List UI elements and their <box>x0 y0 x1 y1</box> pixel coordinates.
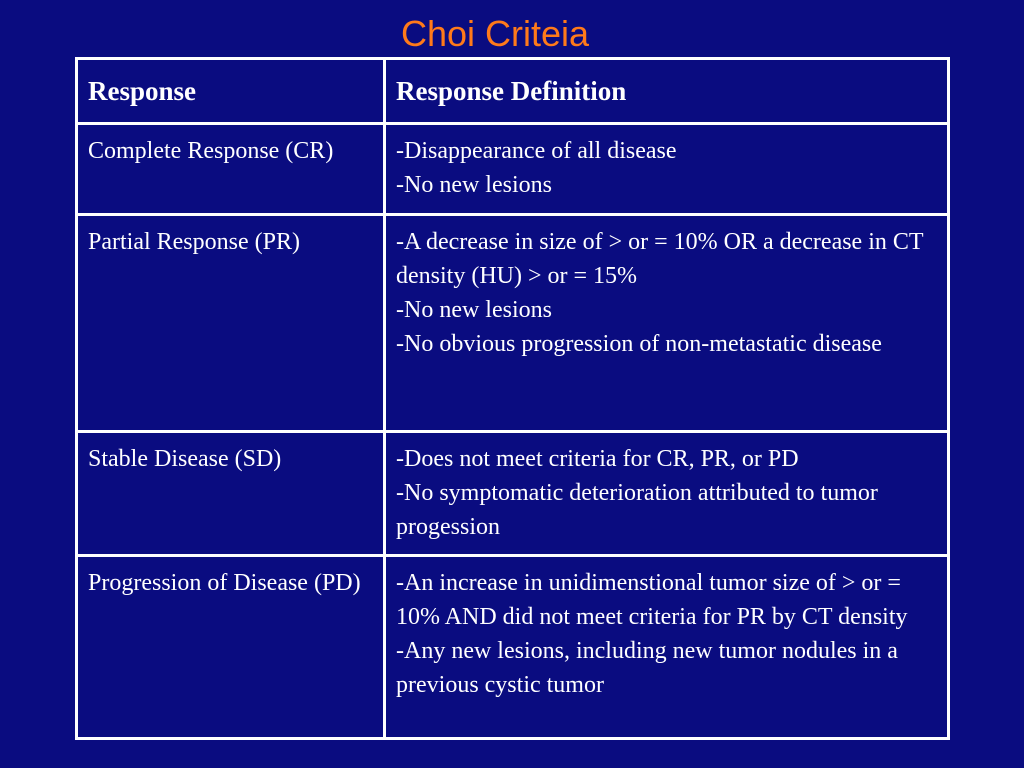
definition-line: -No symptomatic deterioration attributed to tumor progession <box>396 480 878 540</box>
table-row <box>77 432 949 556</box>
response-cell: Partial Response (PR) <box>77 215 385 432</box>
definition-cell <box>385 215 949 432</box>
table-row <box>77 124 949 215</box>
definition-cell <box>385 124 949 215</box>
definition-line: -An increase in unidimenstional tumor size of > or = 10% AND did not meet criteria for PR by CT density <box>396 570 908 630</box>
table-row <box>77 556 949 739</box>
definition-cell <box>385 432 949 556</box>
response-cell: Stable Disease (SD) <box>77 432 385 556</box>
definition-line: -No obvious progression of non-metastatic disease <box>396 331 882 357</box>
table-header-row <box>77 59 949 124</box>
definition-line: -No new lesions <box>396 172 552 198</box>
header-response: Response <box>77 59 385 124</box>
slide-title: Choi Criteia <box>400 13 590 54</box>
criteria-table <box>75 57 950 740</box>
definition-line: -No new lesions <box>396 297 552 323</box>
response-cell: Progression of Disease (PD) <box>77 556 385 739</box>
definition-cell <box>385 556 949 739</box>
definition-line: -Any new lesions, including new tumor nodules in a previous cystic tumor <box>396 638 898 698</box>
table-row <box>77 215 949 432</box>
definition-line: -Does not meet criteria for CR, PR, or PD <box>396 446 799 472</box>
definition-line: -A decrease in size of > or = 10% OR a decrease in CT density (HU) > or = 15% <box>396 229 924 289</box>
response-cell: Complete Response (CR) <box>77 124 385 215</box>
header-response-definition: Response Definition <box>385 59 949 124</box>
definition-line: -Disappearance of all disease <box>396 138 677 164</box>
